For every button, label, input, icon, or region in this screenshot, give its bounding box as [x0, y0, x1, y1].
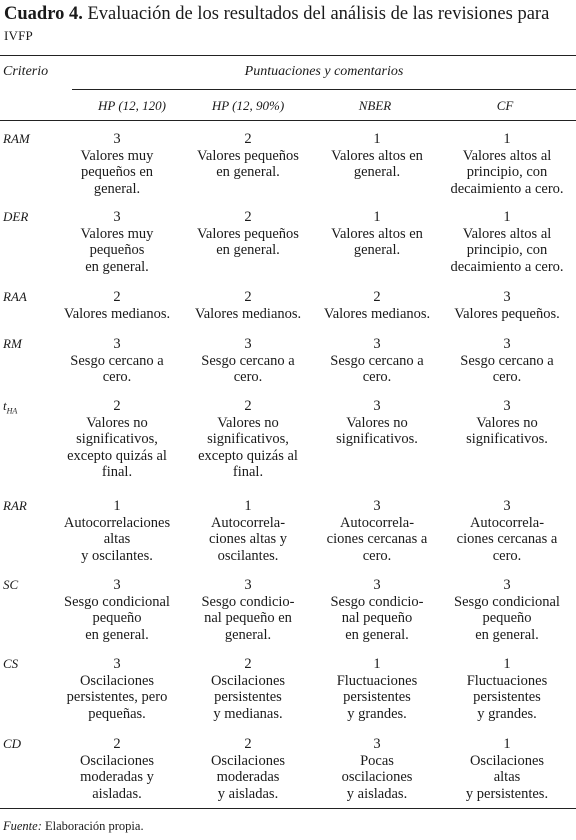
table-cell: [54, 736, 180, 802]
table-cell: [185, 398, 311, 481]
column-header-hp-90: HP (12, 90%): [211, 98, 285, 113]
cell-comment-line: en general.: [85, 626, 149, 643]
cell-comment-line: Valores pequeños: [197, 147, 299, 164]
cell-score: 1: [373, 209, 381, 225]
cell-score: 3: [373, 398, 381, 414]
cell-comment-line: significativos,: [76, 431, 158, 447]
cell-comment-line: Fluctuaciones: [336, 672, 418, 689]
cell-comment-line: cero.: [362, 369, 392, 385]
cell-comment-line: Sesgo cercano a: [201, 352, 295, 369]
cell-score: 3: [113, 209, 121, 225]
cell-score: 3: [503, 398, 511, 414]
cell-score: 1: [113, 498, 121, 514]
cell-score: 1: [503, 209, 511, 225]
cell-comment-line: pequeño: [92, 610, 142, 626]
source-label: Fuente:: [3, 819, 42, 833]
cell-comment-line: Sesgo cercano a: [330, 352, 424, 369]
cell-comment-line: cero.: [362, 547, 392, 564]
cell-comment-line: significativos.: [336, 431, 418, 447]
cell-comment-line: principio, con: [466, 242, 548, 258]
table-cell: [54, 498, 180, 564]
cell-score: 3: [113, 656, 121, 672]
table-caption: [4, 4, 572, 46]
cell-comment-line: Sesgo condicio-: [201, 593, 295, 610]
cell-comment-line: Valores altos al: [462, 225, 552, 242]
cell-score: 2: [244, 131, 252, 147]
cell-comment-line: oscilaciones: [341, 769, 413, 785]
column-header-hp-120: HP (12, 120): [97, 98, 166, 113]
cell-score: 1: [244, 498, 252, 514]
table-cell: [442, 131, 572, 197]
column-header-nber: NBER: [358, 98, 392, 113]
criterion-subscript: HA: [6, 406, 18, 416]
cell-comment-line: altas: [493, 769, 521, 785]
cell-score: 2: [244, 656, 252, 672]
table-cell: [314, 289, 440, 322]
cell-comment-line: general.: [353, 164, 401, 180]
table-cell: [185, 336, 311, 386]
criterion-label: [3, 498, 27, 514]
cell-score: 3: [244, 336, 252, 352]
criterion-name: DER: [3, 209, 29, 224]
table-cell: [314, 209, 440, 259]
column-header-cf: CF: [496, 98, 514, 113]
cell-comment-line: oscilantes.: [217, 547, 279, 564]
cell-score: 3: [503, 577, 511, 593]
group-header: Puntuaciones y comentarios: [244, 64, 404, 79]
cell-score: 3: [244, 577, 252, 593]
cell-score: 3: [373, 498, 381, 514]
cell-comment-line: significativos.: [466, 431, 548, 447]
table-cell: [442, 209, 572, 275]
cell-comment-line: Autocorrela-: [339, 514, 415, 531]
table-cell: [442, 336, 572, 386]
cell-comment-line: pequeño: [482, 610, 532, 626]
cell-comment-line: general.: [93, 180, 141, 197]
cell-comment-line: cero.: [233, 369, 263, 385]
table-cell: [54, 577, 180, 643]
criterion-name: RAA: [3, 289, 27, 304]
cell-score: 3: [503, 289, 511, 305]
cell-comment-line: cero.: [102, 369, 132, 385]
cell-comment-line: principio, con: [466, 164, 548, 180]
criterion-label: [3, 209, 28, 225]
table-cell: [54, 131, 180, 197]
criterion-name: SC: [3, 577, 19, 592]
table-cell: [185, 131, 311, 181]
cell-comment-line: Autocorrela-: [469, 514, 545, 531]
cell-comment-line: aisladas.: [92, 785, 142, 802]
cell-comment-line: ciones cercanas a: [326, 531, 428, 547]
top-rule: [0, 55, 576, 56]
cell-score: 3: [503, 336, 511, 352]
cell-comment-line: Oscilaciones: [210, 752, 286, 769]
criterion-label: [3, 736, 21, 752]
table-cell: [314, 656, 440, 722]
cell-comment-line: cero.: [492, 547, 522, 564]
cell-comment-line: decaimiento a cero.: [450, 180, 564, 197]
cell-comment-line: Valores pequeños.: [454, 305, 560, 322]
cell-comment-line: Valores altos en: [331, 147, 423, 164]
cell-comment-line: Oscilaciones: [79, 752, 155, 769]
table-cell: [54, 209, 180, 275]
cell-score: 2: [244, 736, 252, 752]
table-cell: [314, 577, 440, 643]
cell-score: 2: [244, 289, 252, 305]
cell-comment-line: pequeños en: [80, 164, 154, 180]
cell-score: 3: [113, 131, 121, 147]
cell-comment-line: general.: [224, 626, 272, 643]
cell-comment-line: nal pequeño en: [204, 610, 292, 626]
group-rule: [72, 89, 576, 90]
table-cell: [314, 336, 440, 386]
criterion-label: [3, 336, 22, 352]
table-cell: [314, 131, 440, 181]
cell-comment-line: Valores no: [86, 414, 148, 431]
table-cell: [314, 498, 440, 564]
cell-comment-line: Sesgo condicio-: [330, 593, 424, 610]
cell-comment-line: Valores medianos.: [63, 305, 171, 322]
table-cell: [442, 498, 572, 564]
caption-text: Evaluación de los resultados del análisis de las revisiones para: [82, 4, 550, 24]
cell-comment-line: Autocorrela-: [210, 514, 286, 531]
table-cell: [185, 209, 311, 259]
caption-acronym: IVFP: [4, 28, 33, 43]
table-cell: [314, 736, 440, 802]
table-footer: [3, 819, 144, 834]
table-cell: [185, 736, 311, 802]
cell-comment-line: ciones altas y: [208, 531, 288, 547]
cell-comment-line: pequeñas.: [88, 705, 146, 722]
table-cell: [442, 289, 572, 322]
cell-comment-line: Valores medianos.: [194, 305, 302, 322]
cell-comment-line: nal pequeño: [341, 610, 413, 626]
cell-comment-line: Valores pequeños: [197, 225, 299, 242]
cell-comment-line: persistentes: [214, 689, 282, 705]
cell-comment-line: decaimiento a cero.: [450, 258, 564, 275]
cell-score: 3: [113, 336, 121, 352]
cell-comment-line: ciones cercanas a: [456, 531, 558, 547]
cell-comment-line: persistentes: [343, 689, 411, 705]
cell-score: 2: [244, 398, 252, 414]
cell-comment-line: Valores muy: [80, 225, 154, 242]
table-cell: [314, 398, 440, 448]
criterion-label: [3, 577, 18, 593]
cell-comment-line: en general.: [216, 164, 280, 180]
cell-comment-line: cero.: [492, 369, 522, 385]
cell-comment-line: Valores altos al: [462, 147, 552, 164]
cell-comment-line: y oscilantes.: [81, 547, 153, 564]
cell-comment-line: y grandes.: [347, 705, 407, 722]
criterion-label: [3, 656, 18, 672]
cell-comment-line: y aisladas.: [346, 785, 408, 802]
cell-score: 2: [113, 736, 121, 752]
cell-comment-line: en general.: [345, 626, 409, 643]
table-cell: [185, 498, 311, 564]
table-cell: [185, 577, 311, 643]
cell-comment-line: y persistentes.: [465, 785, 549, 802]
source-text: Elaboración propia.: [41, 819, 144, 833]
cell-comment-line: Valores no: [346, 414, 408, 431]
cell-comment-line: Valores muy: [80, 147, 154, 164]
cell-comment-line: significativos,: [207, 431, 289, 447]
cell-score: 2: [113, 398, 121, 414]
cell-score: 2: [244, 209, 252, 225]
cell-comment-line: Valores no: [217, 414, 279, 431]
criterion-label: [3, 289, 27, 305]
cell-score: 3: [113, 577, 121, 593]
cell-score: 3: [373, 336, 381, 352]
criterio-header: Criterio: [3, 64, 49, 79]
cell-comment-line: Valores medianos.: [323, 305, 431, 322]
cell-comment-line: excepto quizás al: [67, 447, 167, 464]
cell-comment-line: Sesgo condicional: [454, 593, 560, 610]
criterion-name: RM: [3, 336, 22, 351]
cell-comment-line: Oscilaciones: [79, 672, 155, 689]
cell-score: 2: [373, 289, 381, 305]
cell-comment-line: persistentes, pero: [66, 689, 168, 705]
cell-score: 1: [503, 736, 511, 752]
cell-comment-line: Autocorrelaciones: [63, 514, 171, 531]
cell-comment-line: en general.: [216, 242, 280, 258]
cell-comment-line: Fluctuaciones: [466, 672, 548, 689]
criterion-label: [3, 131, 30, 147]
cell-comment-line: excepto quizás al: [198, 447, 298, 464]
cell-comment-line: Sesgo cercano a: [460, 352, 554, 369]
table-cell: [54, 656, 180, 722]
table-cell: [442, 398, 572, 448]
cell-comment-line: en general.: [85, 258, 149, 275]
cell-score: 3: [503, 498, 511, 514]
cell-comment-line: Oscilaciones: [210, 672, 286, 689]
cell-comment-line: Sesgo cercano a: [70, 352, 164, 369]
criterion-name: RAR: [3, 498, 27, 513]
caption-label: Cuadro 4.: [4, 4, 83, 24]
cell-score: 3: [373, 736, 381, 752]
cell-comment-line: Sesgo condicional: [64, 593, 170, 610]
cell-score: 1: [503, 131, 511, 147]
cell-comment-line: general.: [353, 242, 401, 258]
table-cell: [54, 398, 180, 481]
table-cell: [54, 289, 180, 322]
table-cell: [442, 577, 572, 643]
cell-comment-line: Oscilaciones: [469, 752, 545, 769]
cell-score: 1: [503, 656, 511, 672]
criterion-name: CD: [3, 736, 22, 751]
cell-comment-line: y aisladas.: [217, 785, 279, 802]
cell-score: 1: [373, 656, 381, 672]
table-cell: [185, 656, 311, 722]
cell-comment-line: Valores altos en: [331, 225, 423, 242]
cell-comment-line: y grandes.: [477, 705, 537, 722]
cell-comment-line: moderadas y: [80, 769, 154, 785]
cell-comment-line: persistentes: [473, 689, 541, 705]
bottom-rule: [0, 808, 576, 809]
criterion-label: [3, 398, 17, 416]
table-cell: [185, 289, 311, 322]
cell-score: 1: [373, 131, 381, 147]
cell-comment-line: moderadas: [216, 769, 280, 785]
criterion-name: CS: [3, 656, 19, 671]
cell-comment-line: altas: [103, 531, 131, 547]
cell-score: 2: [113, 289, 121, 305]
table-cell: [442, 736, 572, 802]
cell-comment-line: pequeños: [89, 242, 145, 258]
cell-comment-line: en general.: [475, 626, 539, 643]
cell-score: 3: [373, 577, 381, 593]
cell-comment-line: Pocas: [360, 752, 394, 769]
table-cell: [54, 336, 180, 386]
cell-comment-line: final.: [101, 464, 133, 480]
cell-comment-line: Valores no: [476, 414, 538, 431]
cell-comment-line: y medianas.: [213, 705, 283, 722]
criterion-name: RAM: [3, 131, 30, 146]
table-cell: [442, 656, 572, 722]
cell-comment-line: final.: [232, 464, 264, 480]
criterion-name: t: [3, 398, 7, 413]
header-rule: [0, 120, 576, 121]
